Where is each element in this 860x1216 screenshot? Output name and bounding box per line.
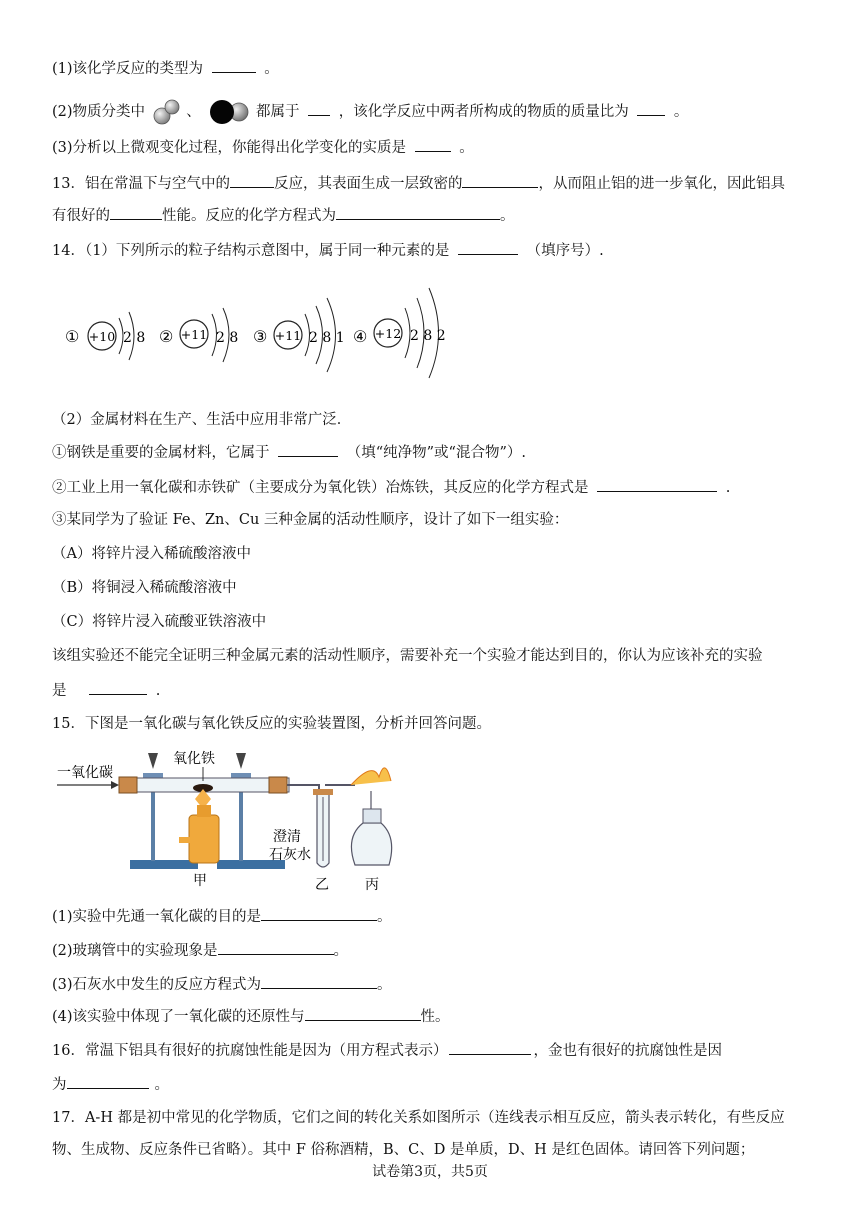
svg-text:2 8: 2 8 [123,330,146,346]
answer-blank[interactable] [308,101,330,116]
q16-text-a: 16．常温下铝具有很好的抗腐蚀性能是因为（用方程式表示） [52,1043,448,1059]
svg-text:甲: 甲 [193,873,207,889]
q15-s1-text: (1)实验中先通一氧化碳的目的是 [52,909,262,925]
q14-s1-text: ①钢铁是重要的金属材料，它属于 [52,445,270,461]
svg-text:①: ① [65,327,80,346]
molecule-black-grey-atoms-icon [205,98,251,126]
molecule-two-grey-atoms-icon [150,98,182,126]
answer-blank[interactable] [336,205,500,220]
answer-blank[interactable] [458,240,518,255]
answer-blank[interactable] [449,1040,531,1055]
q13-text-e: 性能。反应的化学方程式为 [162,208,336,224]
svg-text:氧化铁: 氧化铁 [173,751,215,767]
q15-s1-end: 。 [377,909,392,925]
q12-2 [52,98,688,126]
svg-text:2 8 1: 2 8 1 [309,330,345,346]
q16-text-b: ，金也有很好的抗腐蚀性是因 [533,1043,722,1059]
q15-s2 [52,940,348,961]
q12-1-text: (1)该化学反应的类型为 [52,61,204,77]
page-footer: 试卷第3页，共5页 [372,1164,488,1180]
q12-2-sep: 、 [186,104,201,120]
q15-s2-text: (2)玻璃管中的实验现象是 [52,943,218,959]
svg-text:②: ② [159,327,174,346]
q13-line2 [52,205,515,226]
answer-blank[interactable] [462,173,538,188]
q15-s4 [52,1006,450,1027]
q15-s3-text: (3)石灰水中发生的反应方程式为 [52,977,262,993]
answer-blank[interactable] [415,137,451,152]
answer-blank[interactable] [261,906,377,921]
q14-s2-end: . [725,480,731,496]
answer-blank[interactable] [218,940,334,955]
svg-text:澄清: 澄清 [273,829,301,845]
svg-text:乙: 乙 [315,877,329,893]
answer-blank[interactable] [230,173,274,188]
answer-blank[interactable] [212,58,256,73]
svg-text:丙: 丙 [365,877,379,893]
q14-exp-a: （A）将锌片浸入稀硫酸溶液中 [52,546,251,562]
q15-s1 [52,906,392,927]
q12-2-mid: 都属于 [255,104,300,120]
q14-s2-text: ②工业上用一氧化碳和赤铁矿（主要成分为氧化铁）冶炼铁，其反应的化学方程式是 [52,480,589,496]
q14-exp-b: （B）将铜浸入稀硫酸溶液中 [52,580,237,596]
q14-s2 [52,477,730,498]
q15-s2-end: 。 [333,943,349,959]
q14-conclusion-end: . [155,683,161,699]
svg-text:一氧化碳: 一氧化碳 [57,765,113,781]
svg-text:2 8: 2 8 [216,330,239,346]
q14-conclusion-text: 是 [52,683,67,699]
q13-text-b: 反应，其表面生成一层致密的 [273,176,463,192]
q14-exp-c: （C）将锌片浸入硫酸亚铁溶液中 [52,614,267,630]
q17-line1: 17．A-H 都是初中常见的化学物质，它们之间的转化关系如图所示（连线表示相互反应，箭头表示转化，有些反应 [52,1110,785,1126]
answer-blank[interactable] [637,101,665,116]
q14-conclusion-2 [52,680,160,701]
q16-text-c: 为 [52,1077,67,1093]
answer-blank[interactable] [261,974,377,989]
q14-line1 [52,240,604,261]
q15-s3 [52,974,392,995]
answer-blank[interactable] [67,1074,149,1089]
q17-line2: 物、生成物、反应条件已省略）。其中 F 俗称酒精，B、C、D 是单质，D、H 是红色固体。请回答下列问题； [52,1142,755,1158]
q13-text-d: 有很好的 [52,208,110,224]
q15-s3-end: 。 [377,977,392,993]
q13-text-c: ，从而阻止铝的进一步氧化，因此铝具 [538,176,785,192]
q13-line1 [52,173,785,194]
svg-text:+10: +10 [88,329,116,344]
q14-part2: （2）金属材料在生产、生活中应用非常广泛． [52,412,352,428]
q15-intro: 15．下图是一氧化碳与氧化铁反应的实验装置图，分析并回答问题。 [52,716,491,732]
answer-blank[interactable] [597,477,717,492]
q15-s4-text: (4)该实验中体现了一氧化碳的还原性与 [52,1009,305,1025]
q14-conclusion: 该组实验还不能完全证明三种金属元素的活动性顺序，需要补充一个实验才能达到目的，你认为应该补充的实验 [52,648,763,664]
q12-3 [52,137,474,158]
q14-text-a: 14．（1）下列所示的粒子结构示意图中，属于同一种元素的是 [52,243,450,259]
q16-line2 [52,1074,169,1095]
svg-text:2 8 2: 2 8 2 [410,328,446,344]
atom-2 [159,308,238,362]
answer-blank[interactable] [110,205,162,220]
q12-3-end: 。 [459,140,474,156]
q14-s1 [52,442,526,463]
svg-text:+12: +12 [374,326,402,341]
co-reduction-apparatus-diagram [55,745,455,895]
q12-3-text: (3)分析以上微观变化过程，你能得出化学变化的实质是 [52,140,407,156]
svg-text:③: ③ [253,327,268,346]
q16-line1 [52,1040,722,1061]
q12-1 [52,58,279,79]
atom-4 [353,288,446,378]
q12-1-end: 。 [264,61,279,77]
atom-1 [65,312,145,360]
q14-text-b: （填序号）. [526,243,604,259]
svg-text:石灰水: 石灰水 [269,847,311,863]
answer-blank[interactable] [278,442,338,457]
answer-blank[interactable] [305,1006,421,1021]
q16-text-d: 。 [154,1077,169,1093]
atom-3 [253,298,345,372]
q13-text-f: 。 [500,208,515,224]
q14-s3: ③某同学为了验证 Fe、Zn、Cu 三种金属的活动性顺序，设计了如下一组实验： [52,512,569,528]
q15-s4-end: 性。 [420,1009,450,1025]
q12-2-pre: (2)物质分类中 [52,104,146,120]
svg-text:+11: +11 [180,327,208,342]
atomic-structure-diagram [55,278,475,388]
answer-blank[interactable] [89,680,147,695]
q12-2-end: 。 [673,104,689,120]
svg-text:+11: +11 [274,328,302,343]
svg-text:④: ④ [353,327,368,346]
q12-2-mid2: ，该化学反应中两者所构成的物质的质量比为 [338,104,629,120]
q13-text-a: 13．铝在常温下与空气中的 [52,176,230,192]
q14-s1-end: （填“纯净物”或“混合物”）. [346,445,526,461]
